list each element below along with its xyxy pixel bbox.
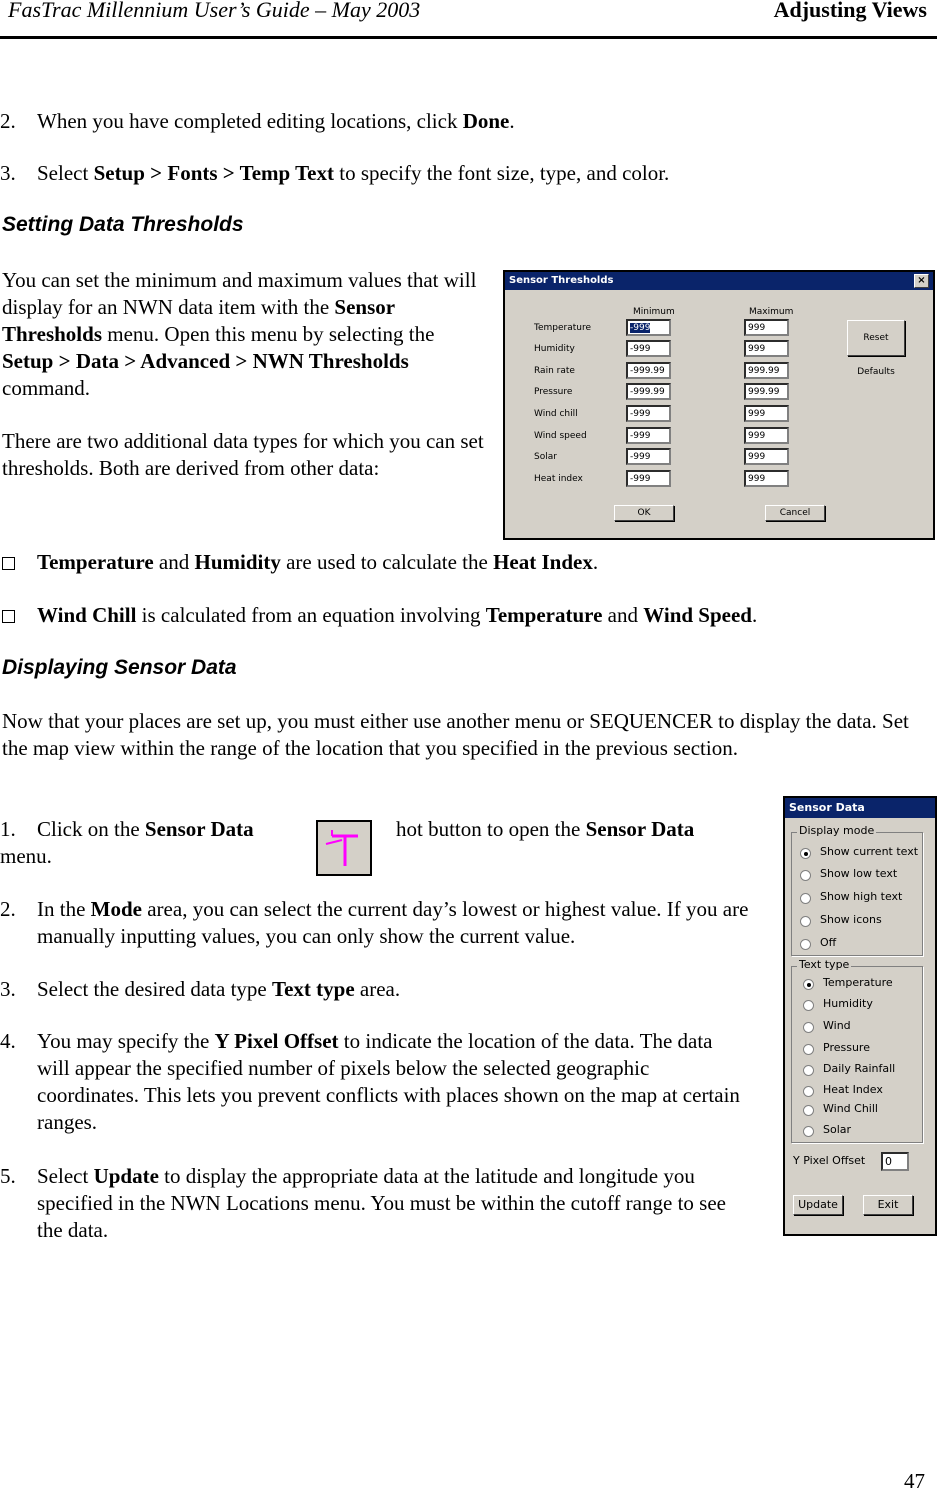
- max-field[interactable]: 999: [744, 340, 789, 357]
- min-field[interactable]: -999: [626, 319, 671, 336]
- min-field[interactable]: -999: [626, 427, 671, 444]
- sensor-data-hot-button[interactable]: [316, 820, 372, 876]
- row-label: Solar: [534, 452, 557, 462]
- min-field[interactable]: -999: [626, 448, 671, 465]
- radio-button[interactable]: [800, 893, 811, 904]
- ok-button[interactable]: OK: [614, 505, 674, 521]
- radio-label: Heat Index: [823, 1083, 883, 1096]
- min-field[interactable]: -999: [626, 470, 671, 487]
- thresholds-derived: There are two additional data types for which you can set thresholds. Both are derived from other data:: [2, 429, 484, 480]
- thresholds-intro: You can set the minimum and maximum values that will display for an NWN data item with the Sensor Thresholds menu. Open this menu by selecting the Setup > Data > Advanced > NWN Thresholds command.: [2, 268, 477, 400]
- header-rule: [0, 36, 937, 39]
- radio-button[interactable]: [803, 1044, 814, 1055]
- max-field[interactable]: 999.99: [744, 383, 789, 400]
- close-icon[interactable]: ×: [914, 274, 929, 288]
- radio-label: Show high text: [820, 890, 903, 903]
- step-click-sensor-data: 1. Click on the Sensor Data hot button to open the Sensor Data menu.: [0, 817, 695, 868]
- max-field[interactable]: 999: [744, 319, 789, 336]
- max-field[interactable]: 999: [744, 405, 789, 422]
- y-pixel-offset-label: Y Pixel Offset: [793, 1154, 866, 1167]
- radio-button[interactable]: [803, 1000, 814, 1011]
- y-pixel-offset-input[interactable]: 0: [881, 1152, 909, 1171]
- radio-label: Show low text: [820, 867, 898, 880]
- radio-label: Off: [820, 936, 837, 949]
- heading-thresholds: Setting Data Thresholds: [2, 213, 244, 236]
- radio-label: Wind Chill: [823, 1102, 878, 1115]
- row-label: Pressure: [534, 387, 573, 397]
- max-field[interactable]: 999: [744, 448, 789, 465]
- radio-label: Show icons: [820, 913, 882, 926]
- sensor-data-dialog: [783, 796, 937, 1236]
- radio-button[interactable]: [803, 1022, 814, 1033]
- dialog-titlebar: Sensor Thresholds ×: [505, 272, 933, 290]
- radio-button[interactable]: [800, 916, 811, 927]
- display-mode-title: Display mode: [799, 824, 875, 837]
- dialog-titlebar: Sensor Data: [785, 798, 935, 818]
- radio-label: Wind: [823, 1019, 851, 1032]
- update-button[interactable]: Update: [793, 1195, 843, 1215]
- minimum-header: Minimum: [633, 307, 675, 317]
- row-label: Wind speed: [534, 431, 587, 441]
- radio-label: Humidity: [823, 997, 873, 1010]
- max-field[interactable]: 999: [744, 427, 789, 444]
- row-label: Temperature: [534, 323, 592, 333]
- maximum-header: Maximum: [749, 307, 794, 317]
- radio-button[interactable]: [800, 870, 811, 881]
- page-number: 47: [904, 1469, 925, 1493]
- min-field[interactable]: -999.99: [626, 383, 671, 400]
- min-field[interactable]: -999.99: [626, 362, 671, 379]
- header-section: Adjusting Views: [773, 0, 927, 22]
- max-field[interactable]: 999.99: [744, 362, 789, 379]
- cancel-button[interactable]: Cancel: [765, 505, 825, 521]
- max-field[interactable]: 999: [744, 470, 789, 487]
- row-label: Rain rate: [534, 366, 575, 376]
- radio-label: Show current text: [820, 845, 919, 858]
- radio-label: Temperature: [823, 976, 893, 989]
- radio-label: Daily Rainfall: [823, 1062, 896, 1075]
- checkbox-bullet-icon: [2, 557, 15, 570]
- text-type-group: [791, 966, 923, 1143]
- row-label: Humidity: [534, 344, 575, 354]
- radio-label: Solar: [823, 1123, 852, 1136]
- sensor-thresholds-dialog: [503, 270, 935, 540]
- sensor-data-icon: [318, 822, 370, 874]
- reset-defaults-button[interactable]: Reset Defaults: [847, 320, 905, 356]
- checkbox-bullet-icon: [2, 610, 15, 623]
- radio-button[interactable]: [800, 848, 811, 859]
- min-field[interactable]: -999: [626, 340, 671, 357]
- header-title: FasTrac Millennium User’s Guide – May 2003: [8, 0, 421, 22]
- min-field[interactable]: -999: [626, 405, 671, 422]
- sensor-data-intro: Now that your places are set up, you must either use another menu or SEQUENCER to display the data. Set the map view within the range of the location that you specified in the previous section.: [2, 709, 909, 760]
- radio-button[interactable]: [803, 1086, 814, 1097]
- row-label: Wind chill: [534, 409, 578, 419]
- radio-button[interactable]: [803, 1065, 814, 1076]
- radio-button[interactable]: [803, 1105, 814, 1116]
- radio-button[interactable]: [803, 1126, 814, 1137]
- exit-button[interactable]: Exit: [863, 1195, 913, 1215]
- row-label: Heat index: [534, 474, 583, 484]
- radio-button[interactable]: [800, 939, 811, 950]
- radio-label: Pressure: [823, 1041, 870, 1054]
- text-type-title: Text type: [799, 958, 850, 971]
- radio-button[interactable]: [803, 979, 814, 990]
- heading-sensor-data: Displaying Sensor Data: [2, 656, 237, 679]
